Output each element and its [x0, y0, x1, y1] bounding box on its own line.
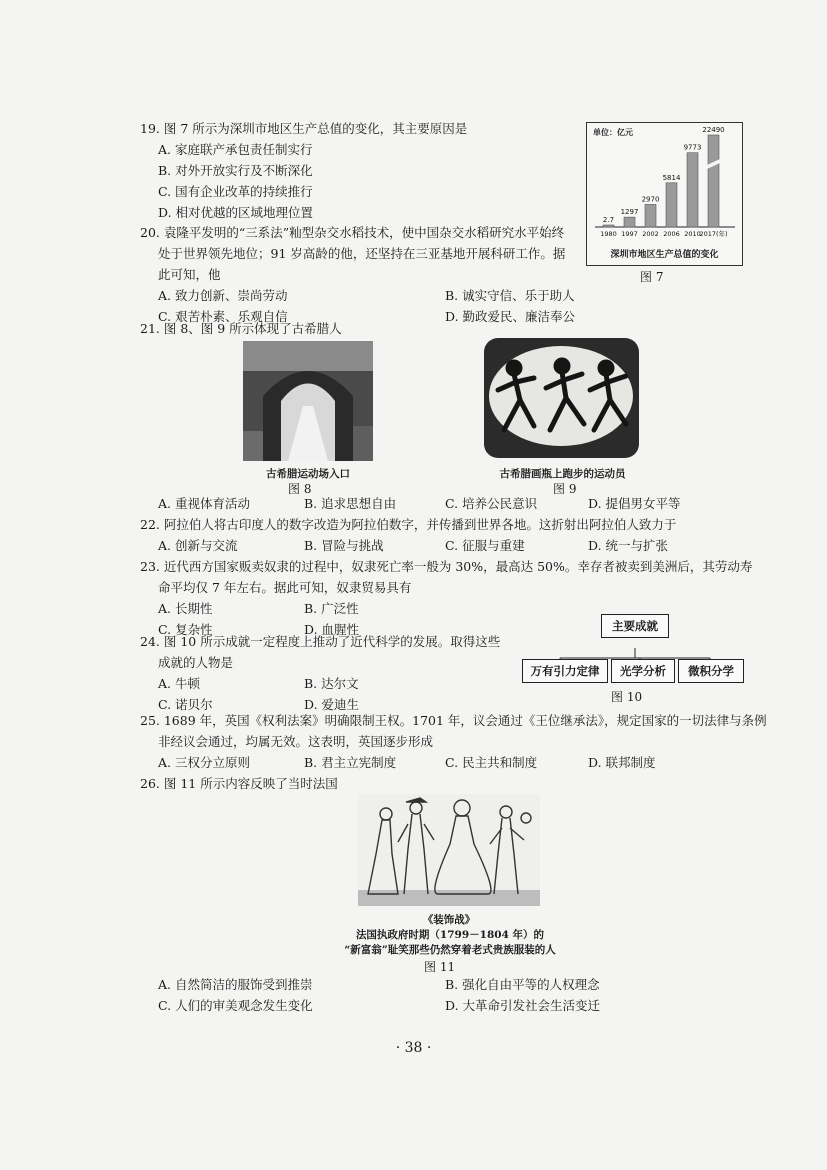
q19-option-b: B. 对外开放实行及不断深化	[158, 163, 313, 178]
chart-tick-label-2002: 2002	[642, 230, 659, 238]
figure-9-title: 古希腊画瓶上跑步的运动员	[499, 468, 626, 480]
q19-stem: 19. 图 7 所示为深圳市地区生产总值的变化，其主要原因是	[140, 121, 468, 136]
q26-stem: 26. 图 11 所示内容反映了当时法国	[140, 776, 338, 791]
figure-11-engraving	[358, 794, 540, 906]
figure-8-stadium-photo	[243, 341, 373, 461]
q19-option-d: D. 相对优越的区域地理位置	[158, 205, 314, 220]
chart-tick-label-2006: 2006	[663, 230, 680, 238]
q26-option-b: B. 强化自由平等的人权理念	[445, 977, 600, 992]
q23-option-b: B. 广泛性	[304, 601, 359, 616]
q25-option-a: A. 三权分立原则	[158, 755, 250, 770]
q20-option-d: D. 勤政爱民、廉洁奉公	[445, 309, 576, 324]
q20-line-1: 20. 袁隆平发明的“三系法”籼型杂交水稻技术，使中国杂交水稻研究水平始终	[140, 225, 565, 240]
q21-option-d: D. 提倡男女平等	[588, 496, 681, 511]
q22-option-a: A. 创新与交流	[158, 538, 238, 553]
q24-option-c: C. 诺贝尔	[158, 697, 213, 712]
q20-option-c: C. 艰苦朴素、乐观自信	[158, 309, 288, 324]
chart-tick-label-1997: 1997	[621, 230, 638, 238]
q26-option-c: C. 人们的审美观念发生变化	[158, 998, 313, 1013]
figure-10-item-optics: 光学分析	[611, 659, 675, 683]
q22-stem: 22. 阿拉伯人将古印度人的数字改造为阿拉伯数字，并传播到世界各地。这折射出阿拉伯人致力于	[140, 517, 677, 532]
chart-unit-label: 单位：亿元	[593, 127, 633, 137]
q23-option-a: A. 长期性	[158, 601, 213, 616]
chart-title: 深圳市地区生产总值的变化	[610, 250, 719, 260]
figure-8-caption: 图 8	[288, 482, 312, 496]
chart-bar-2010	[687, 153, 698, 227]
chart-bar-1997	[624, 217, 635, 227]
q25-option-c: C. 民主共和制度	[445, 755, 538, 770]
figure-11-subtitle-2: “新富翁”耻笑那些仍然穿着老式贵族服装的人	[344, 944, 556, 956]
q23-option-c: C. 复杂性	[158, 622, 213, 637]
figure-8-title: 古希腊运动场入口	[266, 468, 350, 480]
q21-option-b: B. 追求思想自由	[304, 496, 397, 511]
q25-option-d: D. 联邦制度	[588, 755, 656, 770]
q24-line-2: 成就的人物是	[158, 655, 234, 670]
figure-11-caption: 图 11	[424, 960, 456, 974]
q24-line-1: 24. 图 10 所示成就一定程度上推动了近代科学的发展。取得这些	[140, 634, 501, 649]
q20-line-2: 处于世界领先地位；91 岁高龄的他，还坚持在三亚基地开展科研工作。据	[158, 246, 566, 261]
figure-11-title: 《装饰战》	[422, 914, 476, 926]
figure-9-vase-photo	[484, 338, 639, 458]
q19-option-c: C. 国有企业改革的持续推行	[158, 184, 313, 199]
chart-tick-label-1980: 1980	[600, 230, 617, 238]
q25-line-2: 非经议会通过，均属无效。这表明，英国逐步形成	[158, 734, 434, 749]
q25-option-b: B. 君主立宪制度	[304, 755, 397, 770]
chart-value-label-1997: 1297	[620, 208, 639, 217]
chart-bar-1980	[603, 225, 614, 227]
chart-value-label-2010: 9773	[683, 143, 702, 152]
q24-option-d: D. 爱迪生	[304, 697, 360, 712]
q23-line-2: 命平均仅 7 年左右。据此可知，奴隶贸易具有	[158, 580, 412, 595]
chart-bar-2006	[666, 183, 677, 227]
q22-option-c: C. 征服与重建	[445, 538, 525, 553]
q26-option-d: D. 大革命引发社会生活变迁	[445, 998, 601, 1013]
figure-11-subtitle-1: 法国执政府时期（1799－1804 年）的	[355, 929, 545, 941]
q22-option-b: B. 冒险与挑战	[304, 538, 384, 553]
q26-option-a: A. 自然简洁的服饰受到推崇	[158, 977, 313, 992]
q21-option-a: A. 重视体育活动	[158, 496, 250, 511]
q21-stem: 21. 图 8、图 9 所示体现了古希腊人	[140, 321, 342, 336]
q21-option-c: C. 培养公民意识	[445, 496, 538, 511]
page-number: · 38 ·	[395, 1040, 432, 1056]
chart-value-label-2002: 2970	[641, 195, 660, 204]
figure-10-item-gravitation: 万有引力定律	[522, 659, 608, 683]
figure-10-caption: 图 10	[611, 690, 643, 704]
chart-bar-2002	[645, 204, 656, 227]
q23-line-1: 23. 近代西方国家贩卖奴隶的过程中，奴隶死亡率一般为 30%，最高达 50%。幸存者被卖到美洲后，其劳动寿	[140, 559, 753, 574]
q24-option-a: A. 牛顿	[158, 676, 200, 691]
q22-option-d: D. 统一与扩张	[588, 538, 669, 553]
chart-value-label-2006: 5814	[662, 173, 681, 182]
chart-bar-2017	[708, 135, 719, 227]
figure-10-root-box: 主要成就	[601, 614, 669, 638]
figure-7-chart	[586, 122, 743, 266]
figure-10-item-calculus: 微积分学	[678, 659, 744, 683]
bar-chart-svg	[587, 123, 742, 265]
chart-value-label-1980: 2.7	[602, 216, 615, 224]
figure-7-caption: 图 7	[640, 270, 664, 284]
chart-tick-label-2010: 2010	[684, 230, 701, 238]
q20-option-b: B. 诚实守信、乐于助人	[445, 288, 575, 303]
chart-value-label-2017: 22490	[702, 126, 725, 134]
q25-line-1: 25. 1689 年，英国《权利法案》明确限制王权。1701 年，议会通过《王位继承法》，规定国家的一切法律与条例	[140, 713, 767, 728]
q23-option-d: D. 血腥性	[304, 622, 360, 637]
chart-tick-label-2017: 2017(年)	[699, 230, 728, 238]
q20-option-a: A. 致力创新、崇尚劳动	[158, 288, 288, 303]
q24-option-b: B. 达尔文	[304, 676, 359, 691]
figure-9-caption: 图 9	[553, 482, 577, 496]
q19-option-a: A. 家庭联产承包责任制实行	[158, 142, 313, 157]
q20-line-3: 此可知，他	[158, 267, 221, 282]
